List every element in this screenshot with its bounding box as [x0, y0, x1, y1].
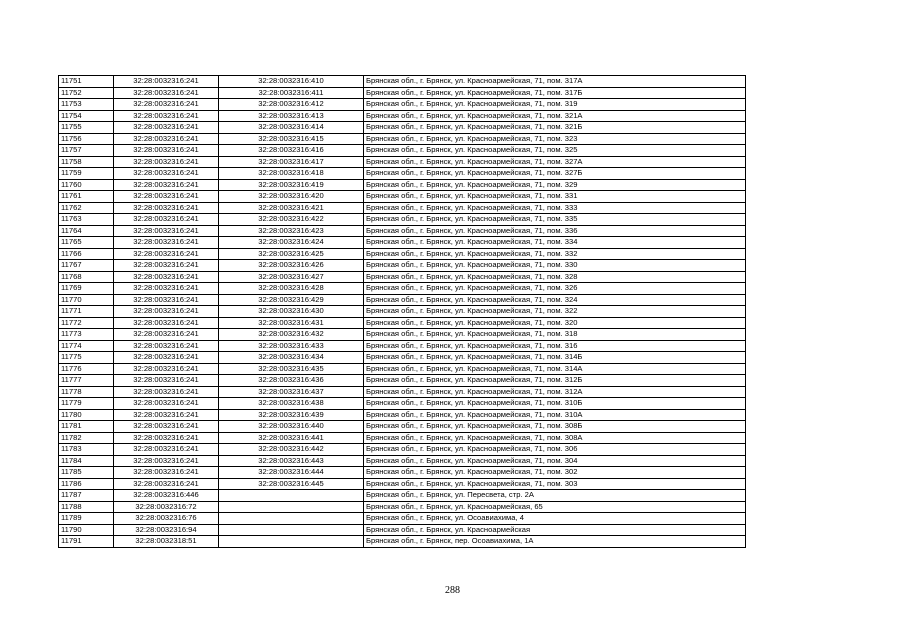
parent-cadastral-cell: 32:28:0032316:241	[114, 179, 219, 191]
parent-cadastral-cell: 32:28:0032316:241	[114, 421, 219, 433]
row-number-cell: 11754	[59, 110, 114, 122]
row-number-cell: 11791	[59, 536, 114, 548]
cadastral-number-cell: 32:28:0032316:413	[219, 110, 364, 122]
table-row	[59, 179, 746, 191]
cadastral-number-cell: 32:28:0032316:421	[219, 202, 364, 214]
parent-cadastral-cell: 32:28:0032316:241	[114, 294, 219, 306]
address-cell: Брянская обл., г. Брянск, ул. Красноармейская, 71, пом. 312А	[364, 386, 746, 398]
cadastral-number-cell: 32:28:0032316:412	[219, 99, 364, 111]
row-number-cell: 11780	[59, 409, 114, 421]
row-number-cell: 11785	[59, 467, 114, 479]
cadastral-number-cell: 32:28:0032316:423	[219, 225, 364, 237]
parent-cadastral-cell: 32:28:0032316:241	[114, 271, 219, 283]
cadastral-number-cell: 32:28:0032316:439	[219, 409, 364, 421]
row-number-cell: 11784	[59, 455, 114, 467]
parent-cadastral-cell: 32:28:0032316:241	[114, 352, 219, 364]
row-number-cell: 11755	[59, 122, 114, 134]
table-row	[59, 225, 746, 237]
parent-cadastral-cell: 32:28:0032316:241	[114, 168, 219, 180]
address-cell: Брянская обл., г. Брянск, ул. Красноармейская, 71, пом. 310А	[364, 409, 746, 421]
address-cell: Брянская обл., г. Брянск, ул. Красноармейская, 71, пом. 331	[364, 191, 746, 203]
cadastral-number-cell: 32:28:0032316:424	[219, 237, 364, 249]
row-number-cell: 11771	[59, 306, 114, 318]
parent-cadastral-cell: 32:28:0032316:241	[114, 306, 219, 318]
table-row	[59, 352, 746, 364]
cadastral-number-cell: 32:28:0032316:445	[219, 478, 364, 490]
row-number-cell: 11767	[59, 260, 114, 272]
address-cell: Брянская обл., г. Брянск, ул. Красноармейская, 71, пом. 310Б	[364, 398, 746, 410]
table-row	[59, 283, 746, 295]
cadastral-number-cell: 32:28:0032316:416	[219, 145, 364, 157]
cadastral-number-cell: 32:28:0032316:437	[219, 386, 364, 398]
cadastral-number-cell: 32:28:0032316:431	[219, 317, 364, 329]
cadastral-number-cell: 32:28:0032316:444	[219, 467, 364, 479]
address-cell: Брянская обл., г. Брянск, ул. Красноармейская, 71, пом. 317Б	[364, 87, 746, 99]
address-cell: Брянская обл., г. Брянск, ул. Красноармейская, 71, пом. 319	[364, 99, 746, 111]
row-number-cell: 11789	[59, 513, 114, 525]
row-number-cell: 11775	[59, 352, 114, 364]
cadastral-number-cell: 32:28:0032316:443	[219, 455, 364, 467]
cadastral-number-cell: 32:28:0032316:429	[219, 294, 364, 306]
table-row	[59, 110, 746, 122]
address-cell: Брянская обл., г. Брянск, ул. Красноармейская, 71, пом. 333	[364, 202, 746, 214]
parent-cadastral-cell: 32:28:0032316:241	[114, 133, 219, 145]
address-cell: Брянская обл., г. Брянск, ул. Красноармейская, 71, пом. 327Б	[364, 168, 746, 180]
address-cell: Брянская обл., г. Брянск, ул. Красноармейская	[364, 524, 746, 536]
parent-cadastral-cell: 32:28:0032316:241	[114, 248, 219, 260]
parent-cadastral-cell: 32:28:0032316:72	[114, 501, 219, 513]
address-cell: Брянская обл., г. Брянск, ул. Красноармейская, 71, пом. 323	[364, 133, 746, 145]
table-row	[59, 133, 746, 145]
row-number-cell: 11770	[59, 294, 114, 306]
address-cell: Брянская обл., г. Брянск, ул. Красноармейская, 71, пом. 314Б	[364, 352, 746, 364]
row-number-cell: 11762	[59, 202, 114, 214]
table-row	[59, 444, 746, 456]
table-row	[59, 375, 746, 387]
address-cell: Брянская обл., г. Брянск, ул. Красноармейская, 71, пом. 322	[364, 306, 746, 318]
parent-cadastral-cell: 32:28:0032316:241	[114, 317, 219, 329]
parent-cadastral-cell: 32:28:0032316:241	[114, 99, 219, 111]
address-cell: Брянская обл., г. Брянск, ул. Красноармейская, 71, пом. 327А	[364, 156, 746, 168]
table-row	[59, 398, 746, 410]
row-number-cell: 11768	[59, 271, 114, 283]
parent-cadastral-cell: 32:28:0032316:241	[114, 386, 219, 398]
parent-cadastral-cell: 32:28:0032316:241	[114, 467, 219, 479]
table-row	[59, 156, 746, 168]
address-cell: Брянская обл., г. Брянск, пер. Осоавиахима, 1А	[364, 536, 746, 548]
row-number-cell: 11753	[59, 99, 114, 111]
address-cell: Брянская обл., г. Брянск, ул. Красноармейская, 71, пом. 318	[364, 329, 746, 341]
address-cell: Брянская обл., г. Брянск, ул. Красноармейская, 71, пом. 312Б	[364, 375, 746, 387]
table-row	[59, 386, 746, 398]
table-row	[59, 271, 746, 283]
parent-cadastral-cell: 32:28:0032316:241	[114, 237, 219, 249]
address-cell: Брянская обл., г. Брянск, ул. Красноармейская, 71, пом. 334	[364, 237, 746, 249]
cadastral-number-cell: 32:28:0032316:442	[219, 444, 364, 456]
address-cell: Брянская обл., г. Брянск, ул. Красноармейская, 71, пом. 325	[364, 145, 746, 157]
row-number-cell: 11752	[59, 87, 114, 99]
cadastral-number-cell: 32:28:0032316:427	[219, 271, 364, 283]
table-row	[59, 501, 746, 513]
row-number-cell: 11764	[59, 225, 114, 237]
table-row	[59, 168, 746, 180]
row-number-cell: 11778	[59, 386, 114, 398]
table-row	[59, 99, 746, 111]
address-cell: Брянская обл., г. Брянск, ул. Красноармейская, 71, пом. 335	[364, 214, 746, 226]
table-row	[59, 191, 746, 203]
parent-cadastral-cell: 32:28:0032316:241	[114, 409, 219, 421]
parent-cadastral-cell: 32:28:0032316:241	[114, 87, 219, 99]
parent-cadastral-cell: 32:28:0032316:241	[114, 444, 219, 456]
address-cell: Брянская обл., г. Брянск, ул. Красноармейская, 65	[364, 501, 746, 513]
row-number-cell: 11783	[59, 444, 114, 456]
registry-table	[58, 75, 746, 548]
table-row	[59, 490, 746, 502]
row-number-cell: 11759	[59, 168, 114, 180]
address-cell: Брянская обл., г. Брянск, ул. Красноармейская, 71, пом. 336	[364, 225, 746, 237]
cadastral-number-cell	[219, 524, 364, 536]
table-row	[59, 340, 746, 352]
row-number-cell: 11779	[59, 398, 114, 410]
table-row	[59, 237, 746, 249]
address-cell: Брянская обл., г. Брянск, ул. Красноармейская, 71, пом. 326	[364, 283, 746, 295]
address-cell: Брянская обл., г. Брянск, ул. Красноармейская, 71, пом. 321А	[364, 110, 746, 122]
cadastral-number-cell: 32:28:0032316:432	[219, 329, 364, 341]
table-row	[59, 478, 746, 490]
parent-cadastral-cell: 32:28:0032316:76	[114, 513, 219, 525]
parent-cadastral-cell: 32:28:0032316:241	[114, 156, 219, 168]
row-number-cell: 11790	[59, 524, 114, 536]
row-number-cell: 11766	[59, 248, 114, 260]
page-number: 288	[445, 585, 460, 596]
address-cell: Брянская обл., г. Брянск, ул. Красноармейская, 71, пом. 314А	[364, 363, 746, 375]
address-cell: Брянская обл., г. Брянск, ул. Красноармейская, 71, пом. 329	[364, 179, 746, 191]
registry-table-body	[59, 76, 746, 548]
table-row	[59, 432, 746, 444]
address-cell: Брянская обл., г. Брянск, ул. Красноармейская, 71, пом. 328	[364, 271, 746, 283]
cadastral-number-cell: 32:28:0032316:422	[219, 214, 364, 226]
row-number-cell: 11757	[59, 145, 114, 157]
parent-cadastral-cell: 32:28:0032316:94	[114, 524, 219, 536]
parent-cadastral-cell: 32:28:0032316:241	[114, 214, 219, 226]
cadastral-number-cell: 32:28:0032316:410	[219, 76, 364, 88]
row-number-cell: 11765	[59, 237, 114, 249]
table-row	[59, 214, 746, 226]
parent-cadastral-cell: 32:28:0032316:241	[114, 110, 219, 122]
row-number-cell: 11758	[59, 156, 114, 168]
table-row	[59, 248, 746, 260]
address-cell: Брянская обл., г. Брянск, ул. Красноармейская, 71, пом. 317А	[364, 76, 746, 88]
row-number-cell: 11773	[59, 329, 114, 341]
parent-cadastral-cell: 32:28:0032316:241	[114, 145, 219, 157]
cadastral-number-cell: 32:28:0032316:418	[219, 168, 364, 180]
table-row	[59, 202, 746, 214]
address-cell: Брянская обл., г. Брянск, ул. Осоавиахима, 4	[364, 513, 746, 525]
parent-cadastral-cell: 32:28:0032316:241	[114, 329, 219, 341]
table-row	[59, 294, 746, 306]
cadastral-number-cell: 32:28:0032316:411	[219, 87, 364, 99]
cadastral-number-cell	[219, 501, 364, 513]
row-number-cell: 11781	[59, 421, 114, 433]
cadastral-number-cell: 32:28:0032316:425	[219, 248, 364, 260]
address-cell: Брянская обл., г. Брянск, ул. Красноармейская, 71, пом. 316	[364, 340, 746, 352]
address-cell: Брянская обл., г. Брянск, ул. Красноармейская, 71, пом. 304	[364, 455, 746, 467]
parent-cadastral-cell: 32:28:0032316:241	[114, 478, 219, 490]
row-number-cell: 11788	[59, 501, 114, 513]
row-number-cell: 11769	[59, 283, 114, 295]
table-row	[59, 455, 746, 467]
cadastral-number-cell: 32:28:0032316:430	[219, 306, 364, 318]
table-row	[59, 524, 746, 536]
row-number-cell: 11761	[59, 191, 114, 203]
cadastral-number-cell: 32:28:0032316:440	[219, 421, 364, 433]
address-cell: Брянская обл., г. Брянск, ул. Пересвета, стр. 2А	[364, 490, 746, 502]
cadastral-number-cell	[219, 513, 364, 525]
address-cell: Брянская обл., г. Брянск, ул. Красноармейская, 71, пом. 303	[364, 478, 746, 490]
row-number-cell: 11777	[59, 375, 114, 387]
parent-cadastral-cell: 32:28:0032316:241	[114, 191, 219, 203]
parent-cadastral-cell: 32:28:0032316:241	[114, 122, 219, 134]
parent-cadastral-cell: 32:28:0032316:241	[114, 363, 219, 375]
cadastral-number-cell: 32:28:0032316:415	[219, 133, 364, 145]
table-row	[59, 467, 746, 479]
parent-cadastral-cell: 32:28:0032316:241	[114, 432, 219, 444]
parent-cadastral-cell: 32:28:0032316:241	[114, 225, 219, 237]
table-row	[59, 317, 746, 329]
address-cell: Брянская обл., г. Брянск, ул. Красноармейская, 71, пом. 332	[364, 248, 746, 260]
row-number-cell: 11772	[59, 317, 114, 329]
cadastral-number-cell: 32:28:0032316:426	[219, 260, 364, 272]
table-row	[59, 145, 746, 157]
cadastral-number-cell: 32:28:0032316:438	[219, 398, 364, 410]
cadastral-number-cell: 32:28:0032316:419	[219, 179, 364, 191]
table-row	[59, 87, 746, 99]
parent-cadastral-cell: 32:28:0032316:241	[114, 375, 219, 387]
table-row	[59, 536, 746, 548]
cadastral-number-cell: 32:28:0032316:435	[219, 363, 364, 375]
table-row	[59, 363, 746, 375]
row-number-cell: 11760	[59, 179, 114, 191]
address-cell: Брянская обл., г. Брянск, ул. Красноармейская, 71, пом. 320	[364, 317, 746, 329]
table-row	[59, 329, 746, 341]
parent-cadastral-cell: 32:28:0032316:241	[114, 202, 219, 214]
address-cell: Брянская обл., г. Брянск, ул. Красноармейская, 71, пом. 324	[364, 294, 746, 306]
row-number-cell: 11763	[59, 214, 114, 226]
cadastral-number-cell: 32:28:0032316:441	[219, 432, 364, 444]
cadastral-number-cell: 32:28:0032316:434	[219, 352, 364, 364]
cadastral-number-cell: 32:28:0032316:436	[219, 375, 364, 387]
cadastral-number-cell	[219, 536, 364, 548]
table-row	[59, 306, 746, 318]
row-number-cell: 11787	[59, 490, 114, 502]
table-row	[59, 260, 746, 272]
row-number-cell: 11786	[59, 478, 114, 490]
row-number-cell: 11782	[59, 432, 114, 444]
address-cell: Брянская обл., г. Брянск, ул. Красноармейская, 71, пом. 306	[364, 444, 746, 456]
row-number-cell: 11751	[59, 76, 114, 88]
parent-cadastral-cell: 32:28:0032316:446	[114, 490, 219, 502]
address-cell: Брянская обл., г. Брянск, ул. Красноармейская, 71, пом. 302	[364, 467, 746, 479]
parent-cadastral-cell: 32:28:0032316:241	[114, 455, 219, 467]
parent-cadastral-cell: 32:28:0032318:51	[114, 536, 219, 548]
table-row	[59, 122, 746, 134]
row-number-cell: 11756	[59, 133, 114, 145]
parent-cadastral-cell: 32:28:0032316:241	[114, 260, 219, 272]
cadastral-number-cell: 32:28:0032316:428	[219, 283, 364, 295]
parent-cadastral-cell: 32:28:0032316:241	[114, 283, 219, 295]
row-number-cell: 11774	[59, 340, 114, 352]
cadastral-number-cell: 32:28:0032316:417	[219, 156, 364, 168]
parent-cadastral-cell: 32:28:0032316:241	[114, 76, 219, 88]
cadastral-number-cell: 32:28:0032316:420	[219, 191, 364, 203]
table-row	[59, 76, 746, 88]
address-cell: Брянская обл., г. Брянск, ул. Красноармейская, 71, пом. 308Б	[364, 421, 746, 433]
parent-cadastral-cell: 32:28:0032316:241	[114, 340, 219, 352]
table-row	[59, 513, 746, 525]
address-cell: Брянская обл., г. Брянск, ул. Красноармейская, 71, пом. 321Б	[364, 122, 746, 134]
row-number-cell: 11776	[59, 363, 114, 375]
cadastral-number-cell	[219, 490, 364, 502]
parent-cadastral-cell: 32:28:0032316:241	[114, 398, 219, 410]
address-cell: Брянская обл., г. Брянск, ул. Красноармейская, 71, пом. 330	[364, 260, 746, 272]
cadastral-number-cell: 32:28:0032316:414	[219, 122, 364, 134]
table-row	[59, 421, 746, 433]
address-cell: Брянская обл., г. Брянск, ул. Красноармейская, 71, пом. 308А	[364, 432, 746, 444]
table-row	[59, 409, 746, 421]
cadastral-number-cell: 32:28:0032316:433	[219, 340, 364, 352]
